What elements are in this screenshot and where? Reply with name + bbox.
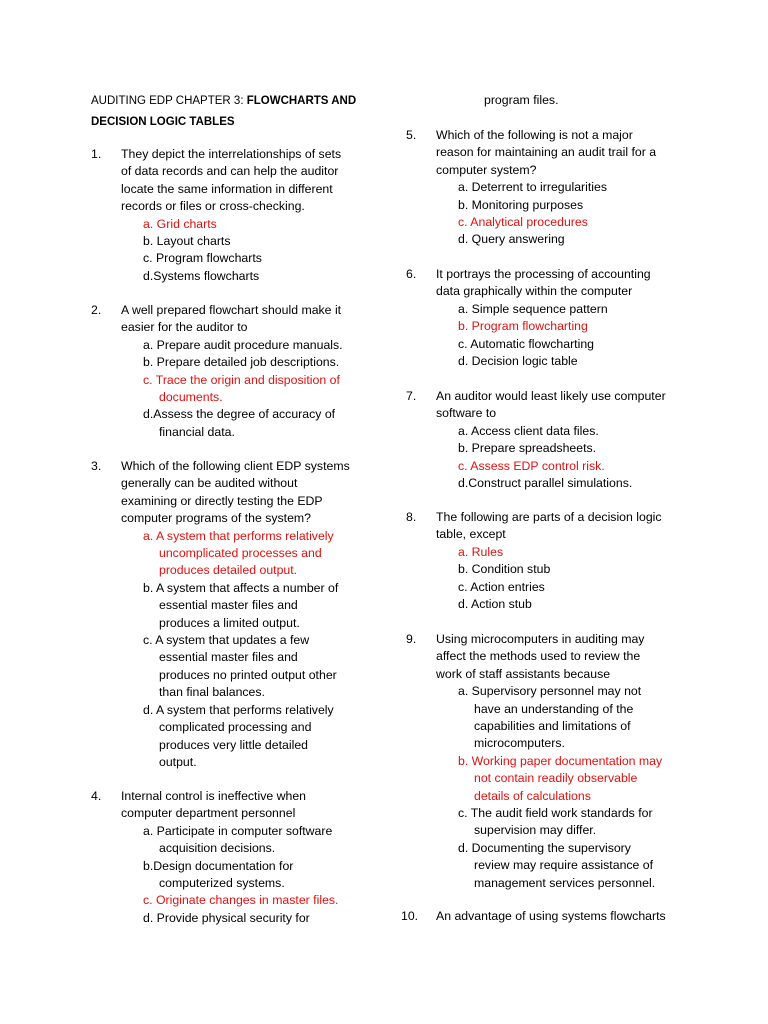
choice-label: c. Program flowcharts bbox=[143, 251, 262, 266]
choice-label: c. Action entries bbox=[458, 579, 545, 594]
choice-list bbox=[406, 179, 696, 249]
choice-label: a. Participate in computer software bbox=[143, 823, 333, 838]
question-text: They depict the interrelationships of sets of data records and can help the auditor locate the same information in different records or files or cross-checking. bbox=[121, 147, 342, 214]
choice-list bbox=[406, 423, 696, 493]
question-number: 7. bbox=[406, 389, 417, 403]
choice-label: d. A system that performs relatively bbox=[143, 702, 334, 717]
choice-label: b. Working paper documentation may bbox=[458, 753, 663, 768]
choice-list bbox=[91, 216, 371, 286]
answer-choice bbox=[458, 231, 696, 248]
answer-choice bbox=[458, 423, 696, 440]
answer-choice bbox=[458, 197, 696, 214]
answer-choice-correct bbox=[458, 214, 696, 231]
choice-label: b. Condition stub bbox=[458, 562, 551, 577]
choice-list bbox=[406, 683, 696, 892]
question-7 bbox=[406, 388, 696, 492]
choice-continuation: documents. bbox=[159, 390, 223, 405]
choice-continuation: have an understanding of the capabilities and limitations of microcomputers. bbox=[474, 701, 634, 751]
answer-choice bbox=[458, 596, 696, 613]
answer-choice-correct bbox=[458, 753, 696, 805]
choice-label: d.Systems flowcharts bbox=[143, 268, 260, 283]
choice-label: d.Construct parallel simulations. bbox=[458, 476, 633, 491]
choice-continuation: acquisition decisions. bbox=[159, 841, 276, 856]
choice-continuation: financial data. bbox=[159, 424, 235, 439]
question-number: 3. bbox=[91, 459, 102, 473]
choice-continuation: uncomplicated processes and produces detailed output. bbox=[159, 546, 322, 578]
choice-label: c. The audit field work standards for bbox=[458, 806, 653, 821]
answer-choice bbox=[143, 632, 371, 702]
question-text: Which of the following is not a major reason for maintaining an audit trail for a computer system? bbox=[436, 128, 657, 177]
question-text: The following are parts of a decision logic table, except bbox=[436, 510, 662, 542]
question-text: An auditor would least likely use computer software to bbox=[436, 389, 666, 421]
choice-label: d. Action stub bbox=[458, 597, 532, 612]
answer-choice bbox=[458, 301, 696, 318]
choice-continuation: review may require assistance of management services personnel. bbox=[474, 858, 656, 890]
answer-choice bbox=[458, 336, 696, 353]
question-3 bbox=[91, 458, 371, 771]
choice-label: a. Deterrent to irregularities bbox=[458, 180, 607, 195]
answer-choice-correct bbox=[458, 318, 696, 335]
question-number: 9. bbox=[406, 632, 417, 646]
title-line-2: DECISION LOGIC TABLES bbox=[91, 116, 235, 129]
answer-choice bbox=[458, 579, 696, 596]
choice-label: d. Provide physical security for bbox=[143, 910, 310, 925]
question-text: Using microcomputers in auditing may affect the methods used to review the work of staff assistants because bbox=[436, 632, 645, 681]
answer-choice bbox=[458, 561, 696, 578]
choice-label: c. Originate changes in master files. bbox=[143, 893, 339, 908]
answer-choice-correct bbox=[143, 892, 371, 909]
choice-label: d. Decision logic table bbox=[458, 354, 578, 369]
choice-label: b. Prepare spreadsheets. bbox=[458, 441, 597, 456]
answer-choice bbox=[143, 910, 371, 927]
question-8 bbox=[406, 509, 696, 613]
question-number: 1. bbox=[91, 147, 102, 161]
question-number: 5. bbox=[406, 128, 417, 142]
answer-choice bbox=[143, 250, 371, 267]
answer-choice bbox=[458, 179, 696, 196]
choice-list bbox=[91, 823, 371, 927]
choice-label: a. Grid charts bbox=[143, 216, 217, 231]
answer-choice bbox=[458, 353, 696, 370]
document-title bbox=[91, 93, 371, 132]
question-text: Internal control is ineffective when computer department personnel bbox=[121, 789, 307, 821]
question-6 bbox=[406, 266, 696, 370]
choice-label: b. Monitoring purposes bbox=[458, 197, 584, 212]
answer-choice-correct bbox=[458, 458, 696, 475]
answer-choice bbox=[458, 683, 696, 753]
title-bold-part: FLOWCHARTS AND bbox=[246, 95, 357, 107]
choice-label: b. Layout charts bbox=[143, 234, 231, 249]
answer-choice-correct bbox=[458, 544, 696, 561]
answer-choice bbox=[143, 858, 371, 893]
question-text: It portrays the processing of accounting data graphically within the computer bbox=[436, 267, 651, 299]
choice-continuation: not contain readily observable details of calculations bbox=[474, 771, 638, 803]
choice-label: a. Prepare audit procedure manuals. bbox=[143, 337, 343, 352]
question-text: Which of the following client EDP systems generally can be audited without examining or directly testing the EDP computer programs of the system? bbox=[121, 459, 350, 526]
answer-choice bbox=[143, 233, 371, 250]
question-5 bbox=[406, 127, 696, 249]
choice-label: b. A system that affects a number of bbox=[143, 580, 339, 595]
question-text: An advantage of using systems flowcharts bbox=[436, 909, 666, 923]
answer-choice-correct bbox=[143, 528, 371, 580]
choice-list bbox=[406, 301, 696, 371]
choice-continuation: supervision may differ. bbox=[474, 823, 597, 838]
question-number: 6. bbox=[406, 267, 417, 281]
answer-choice bbox=[143, 702, 371, 772]
answer-choice bbox=[143, 337, 371, 354]
choice-list bbox=[91, 337, 371, 441]
choice-label: c. Assess EDP control risk. bbox=[458, 458, 605, 473]
answer-choice-correct bbox=[143, 216, 371, 233]
choice-label: b. Program flowcharting bbox=[458, 319, 588, 334]
choice-list bbox=[91, 528, 371, 772]
question-text: A well prepared flowchart should make it easier for the auditor to bbox=[121, 303, 342, 335]
answer-choice bbox=[143, 406, 371, 441]
choice-label: c. Automatic flowcharting bbox=[458, 336, 595, 351]
answer-choice bbox=[458, 805, 696, 840]
continued-text: program files. bbox=[484, 93, 559, 107]
question-number: 4. bbox=[91, 789, 102, 803]
question-number: 8. bbox=[406, 510, 417, 524]
choice-label: d. Query answering bbox=[458, 232, 565, 247]
choice-label: b. Prepare detailed job descriptions. bbox=[143, 355, 340, 370]
title-prefix: AUDITING EDP CHAPTER 3: bbox=[91, 95, 247, 107]
choice-label: d. Documenting the supervisory bbox=[458, 840, 631, 855]
answer-choice bbox=[143, 354, 371, 371]
choice-label: c. Trace the origin and disposition of bbox=[143, 372, 340, 387]
title-line-1 bbox=[91, 93, 371, 110]
answer-choice bbox=[143, 268, 371, 285]
answer-choice bbox=[143, 580, 371, 632]
choice-continuation: essential master files and produces a limited output. bbox=[159, 598, 300, 630]
choice-continuation: essential master files and produces no printed output other than final balances. bbox=[159, 650, 337, 700]
choice-label: a. Rules bbox=[458, 544, 504, 559]
choice-label: c. A system that updates a few bbox=[143, 633, 310, 648]
choice-label: a. A system that performs relatively bbox=[143, 528, 334, 543]
question-10 bbox=[401, 908, 696, 925]
question-number: 10. bbox=[401, 909, 419, 923]
choice-label: c. Analytical procedures bbox=[458, 215, 588, 230]
choice-continuation: complicated processing and produces very little detailed output. bbox=[159, 720, 312, 769]
question-2 bbox=[91, 302, 371, 441]
question-1 bbox=[91, 146, 371, 285]
question-4 bbox=[91, 788, 371, 927]
choice-label: a. Simple sequence pattern bbox=[458, 301, 608, 316]
question-number: 2. bbox=[91, 303, 102, 317]
choice-label: a. Access client data files. bbox=[458, 423, 599, 438]
choice-label: d.Assess the degree of accuracy of bbox=[143, 407, 336, 422]
answer-choice-correct bbox=[143, 372, 371, 407]
answer-choice bbox=[458, 440, 696, 457]
choice-list bbox=[406, 544, 696, 614]
choice-continuation: computerized systems. bbox=[159, 876, 285, 891]
choice-label: b.Design documentation for bbox=[143, 858, 294, 873]
choice-label: a. Supervisory personnel may not bbox=[458, 684, 642, 699]
answer-choice bbox=[458, 475, 696, 492]
question-9 bbox=[406, 631, 696, 892]
answer-choice bbox=[143, 823, 371, 858]
answer-choice bbox=[458, 840, 696, 892]
